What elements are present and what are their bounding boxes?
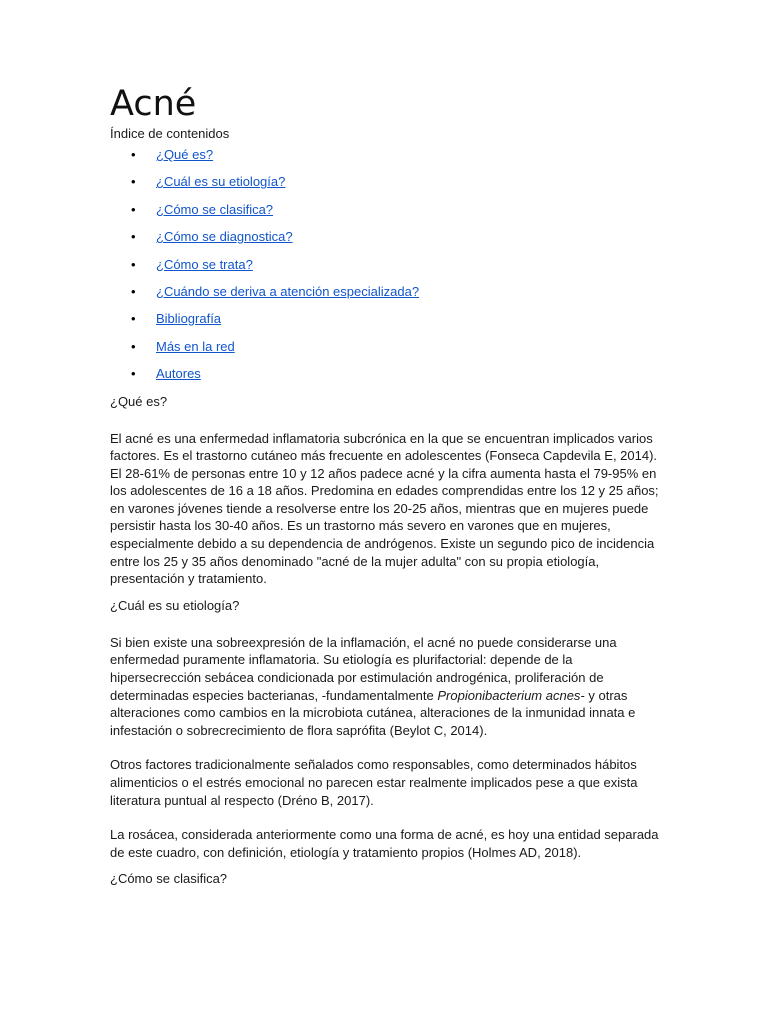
toc-link-bibliografia[interactable]: Bibliografía (156, 311, 222, 327)
bullet-icon: • (131, 174, 136, 190)
section-heading-etiologia: ¿Cuál es su etiología? (110, 597, 240, 613)
paragraph-etiologia-2: Otros factores tradicionalmente señalados como responsables, como determinados hábitos alimenticios o el estrés emocional no parecen estar realmente implicados pese a que exista literatura puntual al respecto (Dréno B, 2017). (110, 757, 638, 808)
paragraph-etiologia-3: La rosácea, considerada anteriormente como una forma de acné, es hoy una entidad separada de este cuadro, con definición, etiología y tratamiento propios (Holmes AD, 2018). (110, 827, 659, 860)
bullet-icon: • (131, 366, 136, 382)
bullet-icon: • (131, 283, 136, 299)
toc-link-deriva[interactable]: ¿Cuándo se deriva a atención especializada? (156, 283, 420, 299)
table-of-contents (110, 146, 660, 393)
bullet-icon: • (131, 338, 136, 354)
paragraph-etiologia-1-text-a: Si bien existe una sobreexpresión de la inflamación, el acné no puede considerarse una enfermedad puramente inflamatoria. Su etiología es plurifactorial: depende de la hipersecrección sebácea condicionada por estimulación androgénica, proliferación de determinadas especies bacterianas, -fundamentalmente (110, 634, 617, 703)
bullet-icon: • (131, 147, 136, 162)
toc-item-clasifica (110, 201, 660, 228)
section-heading-clasifica: ¿Cómo se clasifica? (110, 871, 228, 887)
toc-link-diagnostica[interactable]: ¿Cómo se diagnostica? (156, 229, 293, 245)
toc-link-trata[interactable]: ¿Cómo se trata? (156, 256, 253, 272)
toc-item-autores (110, 365, 660, 392)
toc-item-que-es (110, 146, 660, 173)
toc-link-autores[interactable]: Autores (156, 366, 201, 382)
toc-link-etiologia[interactable]: ¿Cuál es su etiología? (156, 174, 286, 190)
section-heading-que-es: ¿Qué es? (110, 393, 168, 409)
toc-item-bibliografia (110, 310, 660, 337)
document-page (110, 82, 660, 888)
bullet-icon: • (131, 229, 136, 245)
document-title: Acné (110, 84, 197, 124)
toc-link-clasifica[interactable]: ¿Cómo se clasifica? (156, 201, 274, 217)
bullet-icon: • (131, 201, 136, 217)
bullet-icon: • (131, 256, 136, 272)
bullet-icon: • (131, 311, 136, 327)
paragraph-etiologia-1-italic: Propionibacterium acnes- (437, 687, 585, 703)
toc-item-trata (110, 256, 660, 283)
toc-item-deriva (110, 283, 660, 310)
toc-link-que-es[interactable]: ¿Qué es? (156, 147, 214, 162)
paragraph-etiologia-1-text-b: y otras alteraciones como cambios en la microbiota cutánea, alteraciones de la inmunidad innata e infestación o sobrecrecimiento de flora saprófita (Beylot C, 2014). (110, 687, 636, 738)
toc-item-diagnostica (110, 228, 660, 255)
toc-item-etiologia (110, 173, 660, 200)
toc-item-mas-en-la-red (110, 338, 660, 365)
paragraph-que-es: El acné es una enfermedad inflamatoria subcrónica en la que se encuentran implicados varios factores. Es el trastorno cutáneo más frecuente en adolescentes (Fonseca Capdevila E, 2014). El 28-61% de personas entre 10 y 12 años padece acné y la cifra aumenta hasta el 79-95% en los adolescentes de 16 a 18 años. Predomina en edades comprendidas entre los 12 y 25 años; en varones jóvenes tiende a resolverse entre los 20-25 años, mientras que en mujeres puede persistir hasta los 30-40 años. Es un trastorno más severo en varones que en mujeres, especialmente debido a su dependencia de andrógenos. Existe un segundo pico de incidencia entre los 25 y 35 años denominado "acné de la mujer adulta" con su propia etiología, presentación y tratamiento. (110, 430, 659, 587)
toc-link-mas-en-la-red[interactable]: Más en la red (156, 338, 235, 354)
paragraph-etiologia-1 (110, 634, 660, 740)
toc-heading: Índice de contenidos (110, 126, 230, 141)
